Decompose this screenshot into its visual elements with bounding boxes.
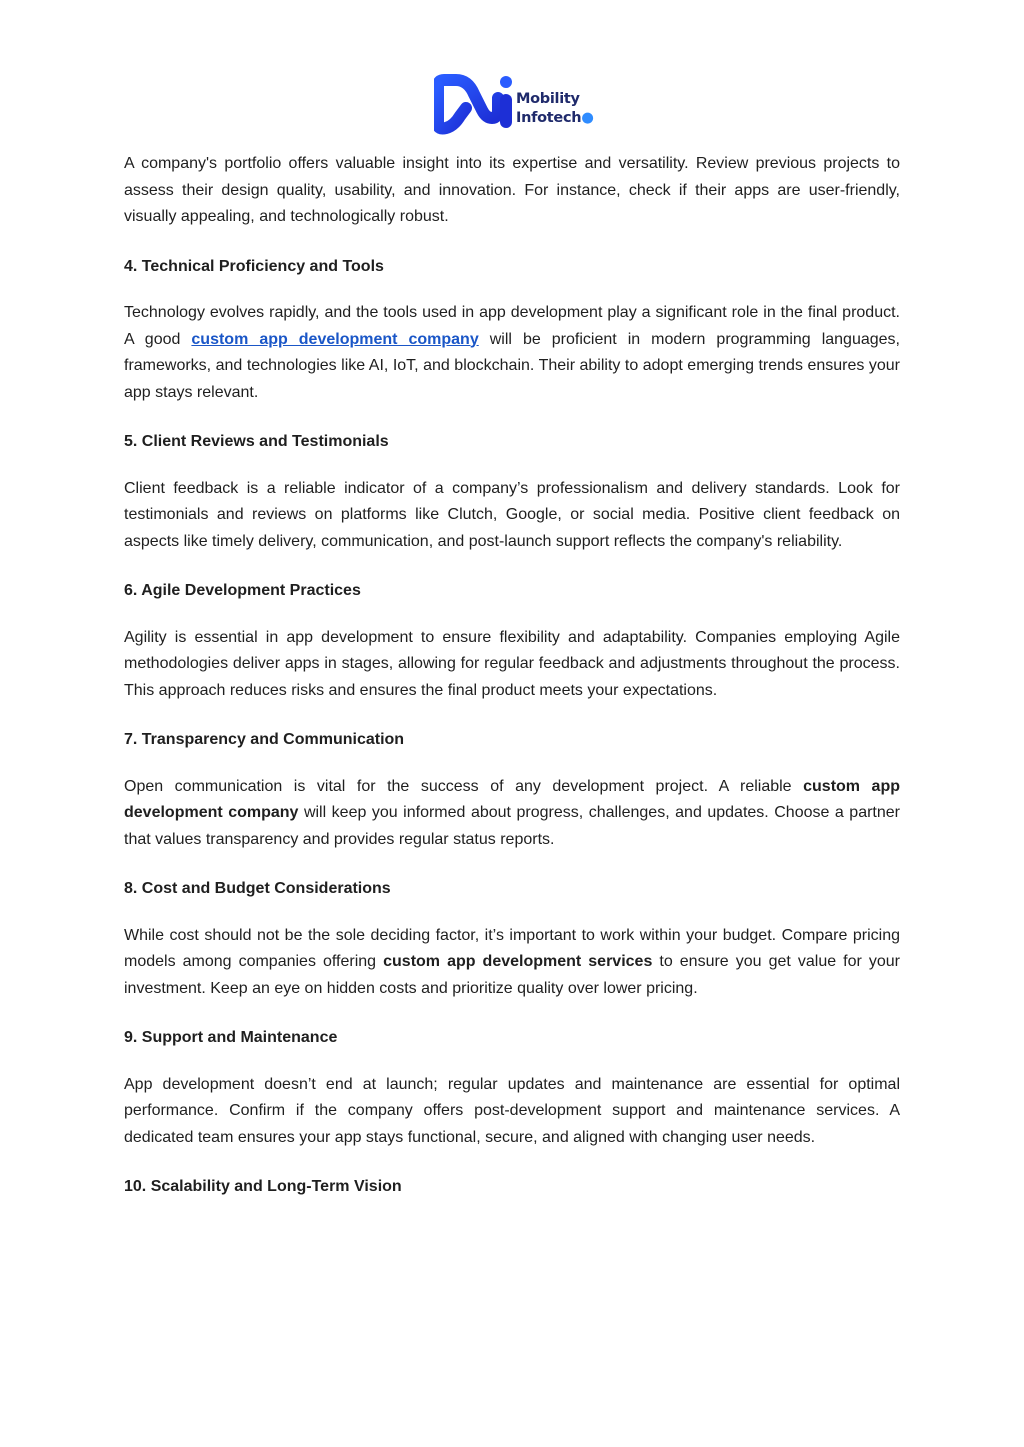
intro-paragraph: A company's portfolio offers valuable insight into its expertise and versatility. Review previous projects to assess their design quality, usability, and innovation. For instance, check if their apps are user-friendly, visually appealing, and technologically robust. [124,155,900,225]
support-maintenance-paragraph: App development doesn’t end at launch; regular updates and maintenance are essential for optimal performance. Confirm if the company offers post-development support and maintenance services. A dedicated team ensures your app stays functional, secure, and aligned with changing user needs. [124,1075,900,1146]
agile-practices-paragraph: Agility is essential in app development to ensure flexibility and adaptability. Companies employing Agile methodologies deliver apps in stages, allowing for regular feedback and adjustments throughout the process. This approach reduces risks and ensures the final product meets your expectations. [124,628,900,699]
heading-cost-budget: 8. Cost and Budget Considerations [124,880,391,897]
heading-scalability: 10. Scalability and Long-Term Vision [124,1178,402,1195]
logo-line-1: Mobility [516,91,580,107]
heading-support-maintenance: 9. Support and Maintenance [124,1029,338,1046]
logo-wordmark [516,90,594,128]
logo-dot-icon: ● [581,110,594,126]
transparency-paragraph: Open communication is vital for the success of any development project. A reliable custom app development company will keep you informed about progress, challenges, and updates. Choose a partner that values transparency and provides regular status reports. [124,777,901,848]
technical-proficiency-paragraph: Technology evolves rapidly, and the tools used in app development play a significant role in the final product. A good custom app development company will be proficient in modern programming languages, frameworks, and technologies like AI, IoT, and blockchain. Their ability to adopt emerging trends ensures your app stays relevant. [124,304,900,401]
bold-custom-app-services: custom app development services [383,953,653,970]
client-reviews-paragraph: Client feedback is a reliable indicator of a company’s professionalism and delivery standards. Look for testimonials and reviews on platforms like Clutch, Google, or social media. Positive client feedback on aspects like timely delivery, communication, and post-launch support reflects the company's reliability. [124,479,900,550]
company-logo [434,72,604,136]
bold-custom-app-company: custom app development company [124,777,901,821]
heading-transparency: 7. Transparency and Communication [124,731,405,748]
article-body [124,151,900,1201]
cost-budget-paragraph: While cost should not be the sole deciding factor, it’s important to work within your budget. Compare pricing models among companies offering custom app development services to ensure you get value for your investment. Keep an eye on hidden costs and prioritize quality over lower pricing. [124,926,901,997]
logo-mark-icon [434,72,514,136]
logo-line-2: Infotech● [516,110,594,126]
heading-technical-proficiency: 4. Technical Proficiency and Tools [124,257,384,275]
heading-agile-practices: 6. Agile Development Practices [124,582,361,599]
heading-client-reviews: 5. Client Reviews and Testimonials [124,433,389,450]
custom-app-development-company-link[interactable]: custom app development company [191,330,479,348]
